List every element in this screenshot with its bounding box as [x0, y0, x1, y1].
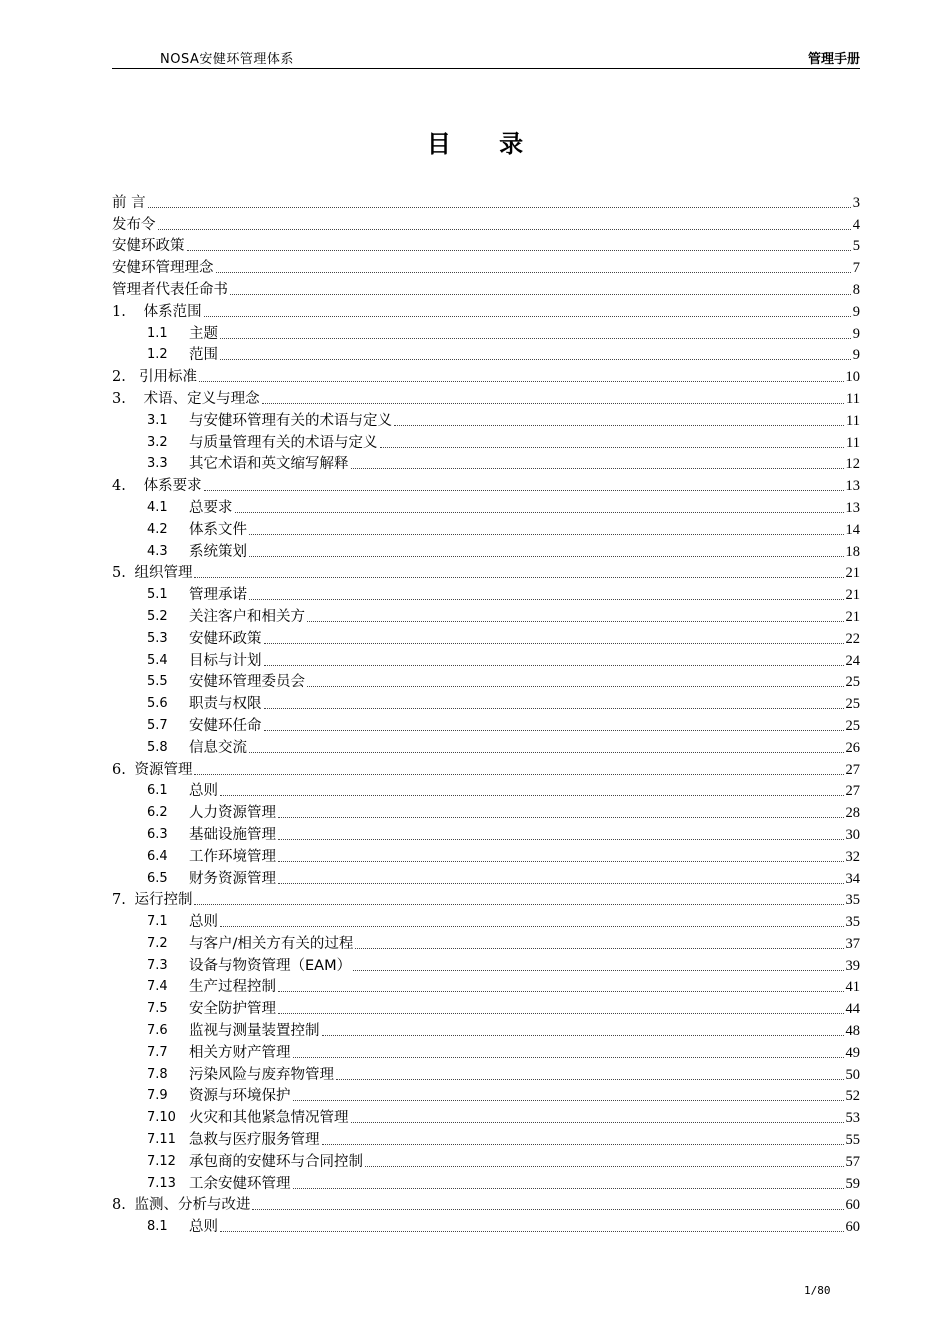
toc-entry-title: 术语、定义与理念 — [143, 390, 260, 407]
toc-entry-number: 1. — [112, 303, 140, 320]
dot-leader — [264, 730, 844, 731]
toc-entry[interactable] — [112, 800, 860, 822]
dot-leader — [278, 817, 844, 818]
toc-entry-number: 3.3 — [147, 456, 168, 472]
toc-entry-number: 6. — [112, 761, 131, 778]
dot-leader — [249, 599, 844, 600]
toc-entry[interactable] — [112, 1018, 860, 1040]
toc-entry-number: 7.9 — [147, 1088, 168, 1104]
toc-entry-title: 范围 — [189, 347, 218, 364]
page-title: 目 录 — [426, 130, 544, 158]
toc-entry-number: 7.12 — [147, 1153, 176, 1169]
dot-leader — [194, 577, 843, 578]
toc-entry-page: 27 — [845, 783, 860, 800]
toc-entry[interactable] — [112, 1149, 860, 1171]
toc-entry-number: 5.5 — [147, 674, 168, 690]
toc-entry[interactable] — [112, 931, 860, 953]
toc-entry-page: 7 — [852, 260, 860, 277]
toc-entry-page: 48 — [845, 1023, 860, 1040]
toc-entry[interactable] — [112, 473, 860, 495]
toc-entry[interactable] — [112, 1193, 860, 1215]
table-of-contents — [112, 190, 860, 1236]
toc-entry[interactable] — [112, 1084, 860, 1106]
dot-leader — [216, 272, 851, 273]
dot-leader — [249, 556, 844, 557]
toc-entry-page: 49 — [845, 1044, 860, 1061]
toc-entry-title: 管理承诺 — [189, 587, 247, 604]
toc-entry-page: 25 — [845, 696, 860, 713]
toc-entry-title: 污染风险与废弃物管理 — [189, 1066, 334, 1083]
toc-entry[interactable] — [112, 561, 860, 583]
toc-entry-page: 35 — [845, 892, 860, 909]
toc-entry-number: 5.6 — [147, 696, 168, 712]
toc-entry-page: 60 — [845, 1219, 860, 1236]
toc-entry[interactable] — [112, 1214, 860, 1236]
toc-entry-number: 8.1 — [147, 1219, 168, 1235]
toc-entry-title: 发布令 — [112, 216, 156, 233]
toc-entry[interactable] — [112, 975, 860, 997]
toc-entry-number: 2. — [112, 369, 136, 386]
dot-leader — [278, 839, 844, 840]
toc-entry-number: 7.10 — [147, 1110, 176, 1126]
toc-entry-title: 体系文件 — [189, 521, 247, 538]
toc-entry-number: 6.4 — [147, 848, 168, 864]
toc-entry-page: 25 — [845, 674, 860, 691]
dot-leader — [194, 774, 843, 775]
toc-entry-number: 1.1 — [147, 325, 168, 341]
toc-entry[interactable] — [112, 495, 860, 517]
toc-entry-number: 6.1 — [147, 783, 168, 799]
toc-entry-page: 59 — [845, 1175, 860, 1192]
toc-entry[interactable] — [112, 1171, 860, 1193]
toc-entry-page: 21 — [845, 587, 860, 604]
dot-leader — [230, 294, 851, 295]
toc-entry[interactable] — [112, 713, 860, 735]
toc-entry-number: 4. — [112, 478, 140, 495]
toc-entry-page: 32 — [845, 848, 860, 865]
dot-leader — [278, 883, 844, 884]
toc-entry-page: 21 — [845, 608, 860, 625]
toc-entry[interactable] — [112, 953, 860, 975]
dot-leader — [220, 926, 844, 927]
toc-entry-title: 安健环管理委员会 — [189, 674, 305, 691]
toc-entry-page: 12 — [845, 456, 860, 473]
toc-entry-number: 4.1 — [147, 499, 168, 515]
toc-entry-title: 职责与权限 — [189, 696, 262, 713]
toc-entry-page: 25 — [845, 717, 860, 734]
toc-entry-page: 9 — [852, 303, 860, 320]
toc-entry-number: 4.2 — [147, 521, 168, 537]
dot-leader — [262, 403, 844, 404]
toc-entry-title: 基础设施管理 — [189, 826, 276, 843]
toc-entry[interactable] — [112, 1127, 860, 1149]
dot-leader — [351, 1122, 844, 1123]
toc-entry[interactable] — [112, 430, 860, 452]
dot-leader — [220, 795, 844, 796]
dot-leader — [365, 1166, 844, 1167]
toc-entry-page: 9 — [852, 325, 860, 342]
toc-entry-page: 60 — [845, 1197, 860, 1214]
toc-entry[interactable] — [112, 321, 860, 343]
toc-entry[interactable] — [112, 277, 860, 299]
toc-entry-page: 11 — [846, 434, 860, 451]
toc-entry-page: 4 — [852, 216, 860, 233]
toc-entry[interactable] — [112, 779, 860, 801]
toc-entry[interactable] — [112, 670, 860, 692]
toc-entry-page: 52 — [845, 1088, 860, 1105]
dot-leader — [336, 1079, 844, 1080]
dot-leader — [355, 948, 843, 949]
toc-entry-title: 安全防护管理 — [189, 1001, 276, 1018]
dot-leader — [249, 534, 844, 535]
toc-entry-page: 50 — [845, 1066, 860, 1083]
dot-leader — [322, 1035, 844, 1036]
dot-leader — [278, 861, 844, 862]
toc-entry-title: 承包商的安健环与合同控制 — [189, 1153, 363, 1170]
dot-leader — [278, 991, 844, 992]
toc-entry-page: 30 — [845, 826, 860, 843]
toc-entry-title: 运行控制 — [134, 892, 193, 909]
toc-entry-page: 57 — [845, 1153, 860, 1170]
toc-entry[interactable] — [112, 1040, 860, 1062]
dot-leader — [199, 381, 843, 382]
toc-entry-title: 引用标准 — [139, 369, 198, 386]
dot-leader — [264, 708, 844, 709]
toc-entry-page: 41 — [845, 979, 860, 996]
toc-entry[interactable] — [112, 604, 860, 626]
toc-entry[interactable] — [112, 1105, 860, 1127]
dot-leader — [148, 207, 851, 208]
toc-entry[interactable] — [112, 888, 860, 910]
dot-leader — [307, 686, 844, 687]
toc-entry-page: 5 — [852, 238, 860, 255]
toc-entry-page: 22 — [845, 630, 860, 647]
toc-entry-number: 7.7 — [147, 1044, 168, 1060]
toc-entry[interactable] — [112, 844, 860, 866]
toc-entry-number: 7. — [112, 892, 131, 909]
page-header — [112, 44, 860, 69]
toc-entry-page: 21 — [845, 565, 860, 582]
toc-entry[interactable] — [112, 691, 860, 713]
toc-entry-page: 44 — [845, 1001, 860, 1018]
header-system-name: NOSA安健环管理体系 — [160, 52, 294, 67]
dot-leader — [249, 752, 844, 753]
toc-entry-number: 6.2 — [147, 805, 168, 821]
header-manual-label: 管理手册 — [807, 52, 860, 67]
toc-entry-title: 工作环境管理 — [189, 848, 276, 865]
toc-entry-number: 7.8 — [147, 1066, 168, 1082]
toc-entry-page: 35 — [845, 914, 860, 931]
toc-entry-page: 53 — [845, 1110, 860, 1127]
toc-entry-number: 5.8 — [147, 739, 168, 755]
toc-entry[interactable] — [112, 517, 860, 539]
toc-entry-title: 总则 — [189, 1219, 218, 1236]
toc-entry[interactable] — [112, 212, 860, 234]
toc-entry-page: 9 — [852, 347, 860, 364]
dot-leader — [307, 621, 844, 622]
toc-entry-title: 资源管理 — [134, 761, 193, 778]
toc-entry-number: 5.1 — [147, 587, 168, 603]
toc-entry-number: 7.5 — [147, 1001, 168, 1017]
toc-entry[interactable] — [112, 255, 860, 277]
toc-entry-page: 26 — [845, 739, 860, 756]
toc-entry-page: 8 — [852, 281, 860, 298]
toc-entry-page: 39 — [845, 957, 860, 974]
toc-entry-page: 37 — [845, 935, 860, 952]
dot-leader — [322, 1144, 844, 1145]
toc-entry-title: 信息交流 — [189, 739, 247, 756]
dot-leader — [293, 1057, 844, 1058]
dot-leader — [264, 665, 844, 666]
dot-leader — [394, 425, 844, 426]
toc-entry-title: 监视与测量装置控制 — [189, 1023, 320, 1040]
toc-entry-title: 安健环管理理念 — [112, 260, 214, 277]
toc-entry[interactable] — [112, 582, 860, 604]
dot-leader — [158, 229, 851, 230]
toc-entry[interactable] — [112, 757, 860, 779]
toc-entry-number: 5. — [112, 565, 131, 582]
toc-entry-number: 7.1 — [147, 914, 168, 930]
dot-leader — [235, 512, 844, 513]
toc-entry-page: 55 — [845, 1132, 860, 1149]
toc-entry[interactable] — [112, 364, 860, 386]
toc-entry[interactable] — [112, 234, 860, 256]
toc-entry-title: 其它术语和英文缩写解释 — [189, 456, 349, 473]
toc-entry-page: 13 — [845, 478, 860, 495]
dot-leader — [252, 1209, 843, 1210]
toc-entry-page: 10 — [845, 369, 860, 386]
dot-leader — [293, 1188, 844, 1189]
toc-entry-title: 总则 — [189, 783, 218, 800]
toc-entry-number: 7.6 — [147, 1023, 168, 1039]
toc-entry-title: 系统策划 — [189, 543, 247, 560]
toc-entry[interactable] — [112, 299, 860, 321]
toc-entry-number: 5.4 — [147, 652, 168, 668]
toc-entry-title: 组织管理 — [134, 565, 193, 582]
toc-entry-number: 3. — [112, 390, 140, 407]
toc-entry-title: 监测、分析与改进 — [134, 1197, 251, 1214]
toc-entry-title: 人力资源管理 — [189, 805, 276, 822]
toc-entry[interactable] — [112, 539, 860, 561]
toc-entry-title: 前 言 — [112, 194, 146, 211]
toc-entry-page: 28 — [845, 805, 860, 822]
toc-entry-page: 14 — [845, 521, 860, 538]
toc-entry-title: 体系要求 — [143, 478, 202, 495]
dot-leader — [194, 904, 843, 905]
dot-leader — [278, 1013, 844, 1014]
toc-entry-page: 11 — [846, 412, 860, 429]
toc-entry[interactable] — [112, 735, 860, 757]
toc-entry-title: 与安健环管理有关的术语与定义 — [189, 412, 392, 429]
toc-entry-number: 3.2 — [147, 434, 168, 450]
toc-entry[interactable] — [112, 822, 860, 844]
toc-entry-number: 8. — [112, 1197, 131, 1214]
toc-entry-number: 7.11 — [147, 1132, 176, 1148]
toc-entry-number: 7.3 — [147, 957, 168, 973]
toc-entry-page: 27 — [845, 761, 860, 778]
toc-entry-title: 主题 — [189, 325, 218, 342]
toc-entry[interactable] — [112, 648, 860, 670]
toc-entry-title: 与客户/相关方有关的过程 — [189, 935, 354, 952]
toc-entry-title: 资源与环境保护 — [189, 1088, 291, 1105]
toc-entry-title: 工余安健环管理 — [189, 1175, 291, 1192]
toc-entry-number: 5.7 — [147, 717, 168, 733]
dot-leader — [293, 1100, 844, 1101]
toc-entry-number: 5.2 — [147, 608, 168, 624]
toc-entry-page: 24 — [845, 652, 860, 669]
toc-entry-title: 总要求 — [189, 499, 233, 516]
toc-entry-page: 3 — [852, 194, 860, 211]
dot-leader — [187, 250, 851, 251]
dot-leader — [220, 338, 851, 339]
toc-entry-number: 6.3 — [147, 826, 168, 842]
toc-entry[interactable] — [112, 626, 860, 648]
toc-entry[interactable] — [112, 408, 860, 430]
dot-leader — [351, 468, 844, 469]
toc-entry-number: 3.1 — [147, 412, 168, 428]
toc-entry-title: 安健环政策 — [189, 630, 262, 647]
toc-entry-title: 生产过程控制 — [189, 979, 276, 996]
toc-entry-number: 7.2 — [147, 935, 168, 951]
toc-entry-title: 急救与医疗服务管理 — [189, 1132, 320, 1149]
dot-leader — [220, 359, 851, 360]
toc-entry-title: 相关方财产管理 — [189, 1044, 291, 1061]
toc-entry-page: 18 — [845, 543, 860, 560]
toc-entry-page: 11 — [846, 390, 860, 407]
toc-entry-title: 关注客户和相关方 — [189, 608, 305, 625]
dot-leader — [220, 1231, 844, 1232]
toc-entry-title: 目标与计划 — [189, 652, 262, 669]
toc-entry-title: 财务资源管理 — [189, 870, 276, 887]
toc-entry[interactable] — [112, 1062, 860, 1084]
toc-entry[interactable] — [112, 452, 860, 474]
toc-entry-title: 管理者代表任命书 — [112, 281, 228, 298]
toc-entry-title: 安健环政策 — [112, 238, 185, 255]
dot-leader — [380, 447, 845, 448]
toc-entry[interactable] — [112, 386, 860, 408]
toc-entry-number: 6.5 — [147, 870, 168, 886]
dot-leader — [204, 490, 844, 491]
dot-leader — [264, 643, 844, 644]
page-number: 1/80 — [804, 1284, 831, 1297]
toc-entry[interactable] — [112, 190, 860, 212]
toc-entry[interactable] — [112, 909, 860, 931]
dot-leader — [353, 970, 843, 971]
toc-entry-number: 1.2 — [147, 347, 168, 363]
toc-entry[interactable] — [112, 996, 860, 1018]
toc-entry-page: 13 — [845, 499, 860, 516]
toc-entry-number: 7.13 — [147, 1175, 176, 1191]
toc-entry-number: 4.3 — [147, 543, 168, 559]
toc-entry[interactable] — [112, 343, 860, 365]
toc-entry-page: 34 — [845, 870, 860, 887]
toc-entry-title: 设备与物资管理（EAM） — [189, 957, 352, 974]
toc-entry-title: 安健环任命 — [189, 717, 262, 734]
toc-entry-number: 7.4 — [147, 979, 168, 995]
toc-entry-title: 与质量管理有关的术语与定义 — [189, 434, 378, 451]
toc-entry-number: 5.3 — [147, 630, 168, 646]
toc-entry[interactable] — [112, 866, 860, 888]
toc-entry-title: 体系范围 — [143, 303, 202, 320]
toc-entry-title: 火灾和其他紧急情况管理 — [189, 1110, 349, 1127]
dot-leader — [204, 316, 851, 317]
toc-entry-title: 总则 — [189, 914, 218, 931]
